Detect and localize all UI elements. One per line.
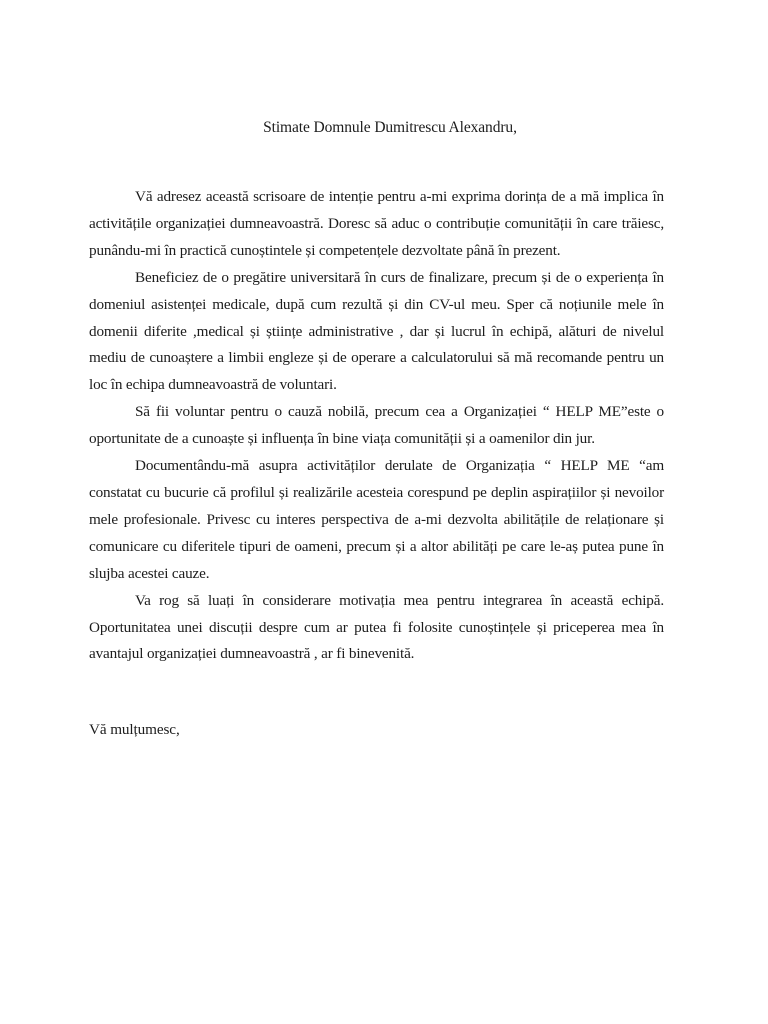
greeting-text: Stimate Domnule Dumitrescu Alexandru, [263,119,517,136]
letter-closing: Vă mulțumesc, [89,721,180,738]
paragraph-organization: Documentându-mă asupra activităților derulate de Organizația “ HELP ME “am constatat cu bucurie că profilul și realizările acesteia corespund pe deplin aspirațiilor și nevoilor mele profesionale. Privesc cu interes perspectiva de a-mi dezvolta abilitățile de relaționare și comunicare cu diferitele tipuri de oameni, precum și a altor abilități pe care le-aș putea pune în slujba acestei cauze. [89,457,664,582]
paragraph-intent: Vă adresez această scrisoare de intenție pentru a-mi exprima dorința de a mă implica în activitățile organizației dumneavoastră. Doresc să aduc o contribuție comunității în care trăiesc, punându-mi în practică cunoștintele și competențele dezvoltate până în prezent. [89,188,664,259]
paragraph-qualifications: Beneficiez de o pregătire universitară în curs de finalizare, precum și de o experiența în domeniul asistenței medicale, după cum rezultă și din CV-ul meu. Sper că noțiunile mele în domenii diferite ,medical și științe administrative , dar și lucrul în echipă, alături de nivelul mediu de cunoaștere a limbii engleze și de operare a calculatorului să mă recomande pentru un loc în echipa dumneavoastră de voluntari. [89,268,664,394]
paragraph-volunteering: Să fii voluntar pentru o cauză nobilă, precum cea a Organizației “ HELP ME”este o oportunitate de a cunoaște și influența în bine viața comunității și a oamenilor din jur. [89,403,664,448]
letter-greeting [0,118,768,138]
paragraph-request: Va rog să luați în considerare motivația mea pentru integrarea în această echipă. Oportunitatea unei discuții despre cum ar putea fi folosite cunoștințele și priceperea mea în avantajul organizației dumneavoastră , ar fi binevenită. [89,591,664,663]
letter-body [89,184,664,668]
